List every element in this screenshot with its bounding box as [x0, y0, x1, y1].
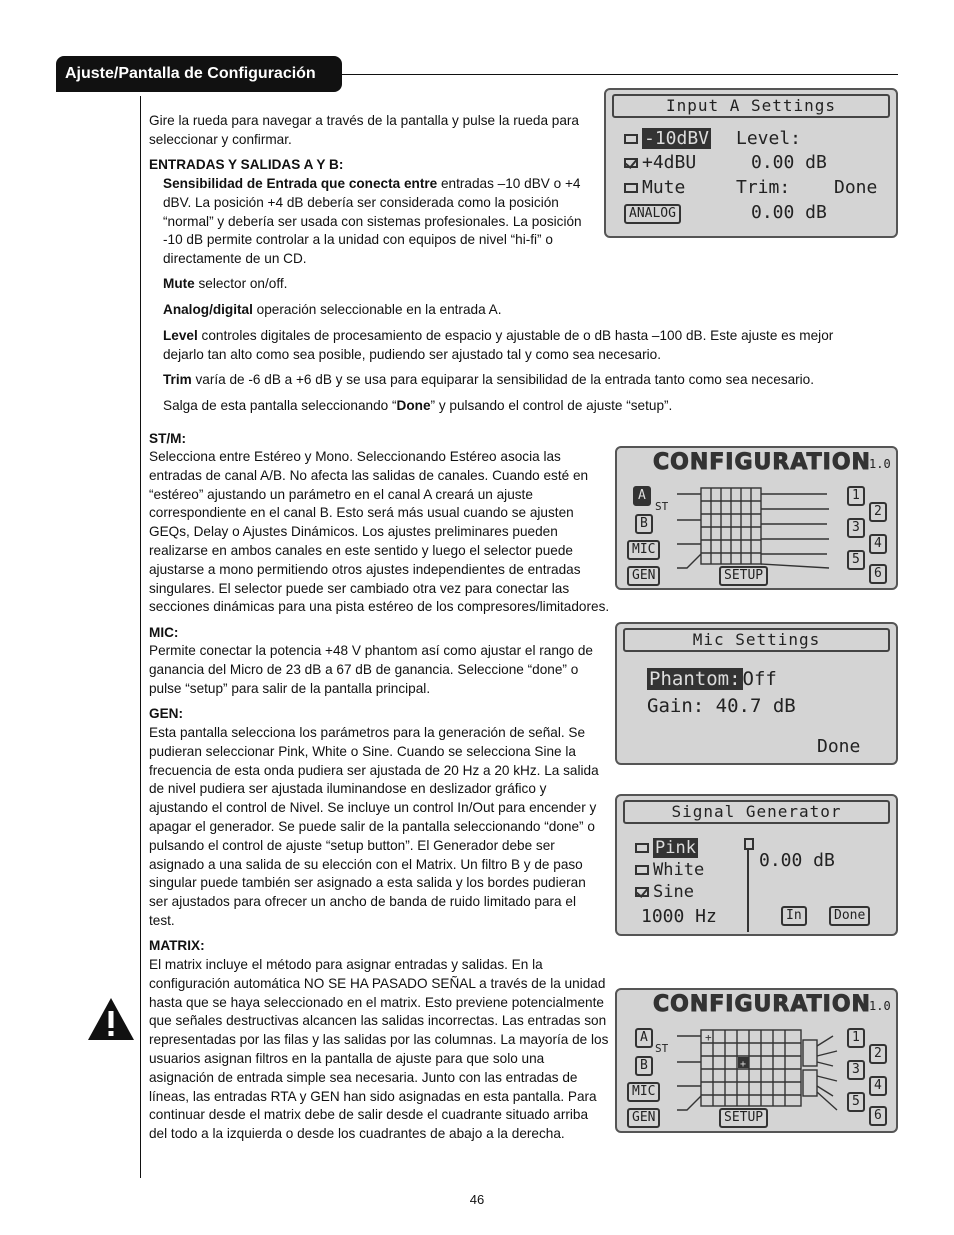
sens-option-plus4[interactable]: +4dBU: [624, 152, 696, 173]
mic-text: Permite conectar la potencia +48 V phantom así como ajustar el rango de ganancia del Micro de 23 dB a 67 dB de ganancia. Seleccione “done” o pulse “setup” para salir de la pantalla principal.: [149, 643, 593, 696]
mic-input[interactable]: MIC: [627, 1080, 660, 1102]
checkbox-icon: [635, 865, 649, 875]
pink-option[interactable]: Pink: [635, 838, 698, 858]
setup-button[interactable]: SETUP: [719, 564, 768, 586]
level-label: Level:: [736, 128, 802, 149]
gen-input[interactable]: GEN: [627, 1106, 660, 1128]
output-4[interactable]: 4: [869, 1074, 887, 1096]
io-mute: Mute selector on/off.: [163, 276, 288, 291]
output-6[interactable]: 6: [869, 1104, 887, 1126]
output-5[interactable]: 5: [847, 1090, 865, 1112]
svg-text:+: +: [705, 1031, 712, 1044]
done-button[interactable]: Done: [817, 736, 861, 757]
sine-option[interactable]: Sine: [635, 882, 694, 902]
matrix-grid-icon: [677, 484, 847, 574]
lcd-title: Signal Generator: [623, 800, 890, 824]
io-exit: Salga de esta pantalla seleccionando “Done” y pulsando el control de ajuste “setup”.: [163, 398, 673, 413]
input-b[interactable]: B: [635, 512, 653, 534]
gain-row[interactable]: Gain: 40.7 dB: [647, 695, 796, 717]
config-version: 1.0: [869, 999, 891, 1013]
stm-heading: ST/M:: [149, 431, 186, 446]
output-3[interactable]: 3: [847, 1058, 865, 1080]
in-button[interactable]: In: [781, 904, 807, 926]
header-rule: [340, 74, 898, 75]
analog-button[interactable]: ANALOG: [624, 202, 681, 224]
matrix-grid-icon: [677, 1026, 847, 1116]
output-6[interactable]: 6: [869, 562, 887, 584]
input-a[interactable]: A: [633, 484, 651, 506]
trim-value[interactable]: 0.00 dB: [751, 202, 827, 223]
lcd-configuration-1: [615, 446, 898, 590]
svg-text:+: +: [740, 1059, 747, 1070]
input-a[interactable]: A: [635, 1026, 653, 1048]
lcd-input-settings: [604, 88, 898, 238]
level-value[interactable]: 0.00 dB: [759, 850, 835, 871]
gen-text: Esta pantalla selecciona los parámetros para la generación de señal. Se pudieran seleccionar Pink, White o Sine. Cuando se selecciona Sine la frecuencia de esta onda pudiera ser ajustada de 20 Hz a 20 kHz. La salida de nivel pudiera ser ajustada iluminandose en deslizador gráfico y ajustando el control de Nivel. Se incluye un control In/Out para encender y apagar el generador. Se puede salir de la pantalla seleccionando “done” o pulsando el control de ajuste “setup button”. El Generador debe ser asignado a una salida de su elección con el Matrix. Un filtro B y de paso singular puede también ser asignado a esta salida y los bordes pudieran ser ajustados para ofrecer un ancho de banda de ruido limitado para el test.: [149, 725, 599, 928]
phantom-row[interactable]: Phantom: Off: [649, 668, 777, 690]
checked-box-icon: [635, 887, 649, 897]
output-1[interactable]: 1: [847, 484, 865, 506]
intro-text: Gire la rueda para navegar a través de la pantalla y pulse la rueda para seleccionar y confirmar.: [149, 113, 579, 147]
config-version: 1.0: [869, 457, 891, 471]
slider-handle-icon[interactable]: [744, 838, 754, 850]
mute-option[interactable]: Mute: [624, 177, 685, 198]
frequency-value[interactable]: 1000 Hz: [641, 906, 717, 927]
io-sensitivity: Sensibilidad de Entrada que conecta entre entradas –10 dBV o +4 dBV. La posición +4 dB debería ser considerada como la posición “normal” y debería ser usada con sistemas profesionales. La posición -10 dB permite controlar a la unidad con equipos de nivel “hi-fi” o directamente de un CD.: [163, 176, 582, 267]
trim-label: Trim:: [736, 177, 791, 198]
output-4[interactable]: 4: [869, 532, 887, 554]
output-2[interactable]: 2: [869, 500, 887, 522]
done-button[interactable]: Done: [834, 177, 878, 198]
gen-heading: GEN:: [149, 706, 183, 721]
matrix-text: El matrix incluye el método para asignar entradas y salidas. En la configuración automática NO SE HA PASADO SEÑAL a través de la unidad hasta que se haya seleccionado en el matrix. Esto previene potencialmente que señales destructivas alcancen las salidas incorrectas. Las entradas son representadas por las filas y las salidas por las columnas. La mayoría de los usuarios asignan filtros en la pantalla de ajuste para que solo una asignación de entrada simple sea necesaria. Junto con las entradas de líneas, las entradas RTA y GEN han sido asignadas en esta pantalla. Para continuar desde el matrix debe de salir desde el cuadrante situado arriba del todo a la izquierda o desde los cuadrantes de abajo a la derecha.: [149, 957, 609, 1142]
checkbox-icon: [624, 183, 638, 193]
page-number: 46: [469, 1192, 485, 1207]
mic-heading: MIC:: [149, 625, 179, 640]
setup-button[interactable]: SETUP: [719, 1106, 768, 1128]
done-button[interactable]: Done: [829, 904, 870, 926]
checked-box-icon: [624, 158, 638, 168]
matrix-heading: MATRIX:: [149, 938, 205, 953]
level-value[interactable]: 0.00 dB: [751, 152, 827, 173]
checkbox-icon: [635, 843, 649, 853]
gen-input[interactable]: GEN: [627, 564, 660, 586]
io-trim: Trim varía de -6 dB a +6 dB y se usa para equiparar la sensibilidad de la entrada tanto como sea necesario.: [163, 372, 815, 387]
warning-icon: [86, 996, 136, 1042]
output-3[interactable]: 3: [847, 516, 865, 538]
level-slider[interactable]: [747, 840, 749, 932]
input-b[interactable]: B: [635, 1054, 653, 1076]
config-title: CONFIGURATION: [653, 992, 871, 1017]
section-title: Ajuste/Pantalla de Configuración: [56, 56, 342, 92]
lcd-title: Mic Settings: [623, 628, 890, 652]
stm-text: Selecciona entre Estéreo y Mono. Seleccionando Estéreo asocia las entradas de canal A/B. No afecta las salidas de canales. Cuando esté en “estéreo” ajustando un parámetro en el canal A creará un ajuste correspondiente en el canal B. Esto será más usual cuando se ajusten GEQs, Delay o Ajustes Dinámicos. Los ajustes preliminares pueden realizarse en ambos canales en este sentido y luego el selector puede ajustarse a mono permitiendo otros ajustes independientes de entradas singulares. El selector puede ser cambiado otra vez para conectar las secciones dinámicas para una pista estéreo de los compresores/limitadores.: [149, 449, 610, 615]
lcd-mic-settings: [615, 622, 898, 765]
io-level: Level controles digitales de procesamiento de espacio y ajustable de o dB hasta –100 dB. Este ajuste es mejor dejarlo tan alto como sea posible, pudiendo ser ajustado tal y como sea necesario.: [163, 328, 834, 362]
io-heading: ENTRADAS Y SALIDAS A Y B:: [149, 157, 344, 172]
config-title: CONFIGURATION: [653, 450, 871, 475]
lcd-signal-generator: [615, 794, 898, 936]
lcd-title: Input A Settings: [612, 94, 890, 118]
checkbox-icon: [624, 134, 638, 144]
st-label[interactable]: ST: [655, 500, 669, 513]
sens-option-minus10[interactable]: -10dBV: [624, 128, 711, 149]
output-5[interactable]: 5: [847, 548, 865, 570]
st-label[interactable]: ST: [655, 1042, 669, 1055]
output-1[interactable]: 1: [847, 1026, 865, 1048]
white-option[interactable]: White: [635, 860, 704, 880]
io-analog: Analog/digital operación seleccionable en la entrada A.: [163, 302, 502, 317]
output-2[interactable]: 2: [869, 1042, 887, 1064]
lcd-configuration-2: [615, 988, 898, 1133]
margin-rule: [140, 96, 141, 1178]
mic-input[interactable]: MIC: [627, 538, 660, 560]
